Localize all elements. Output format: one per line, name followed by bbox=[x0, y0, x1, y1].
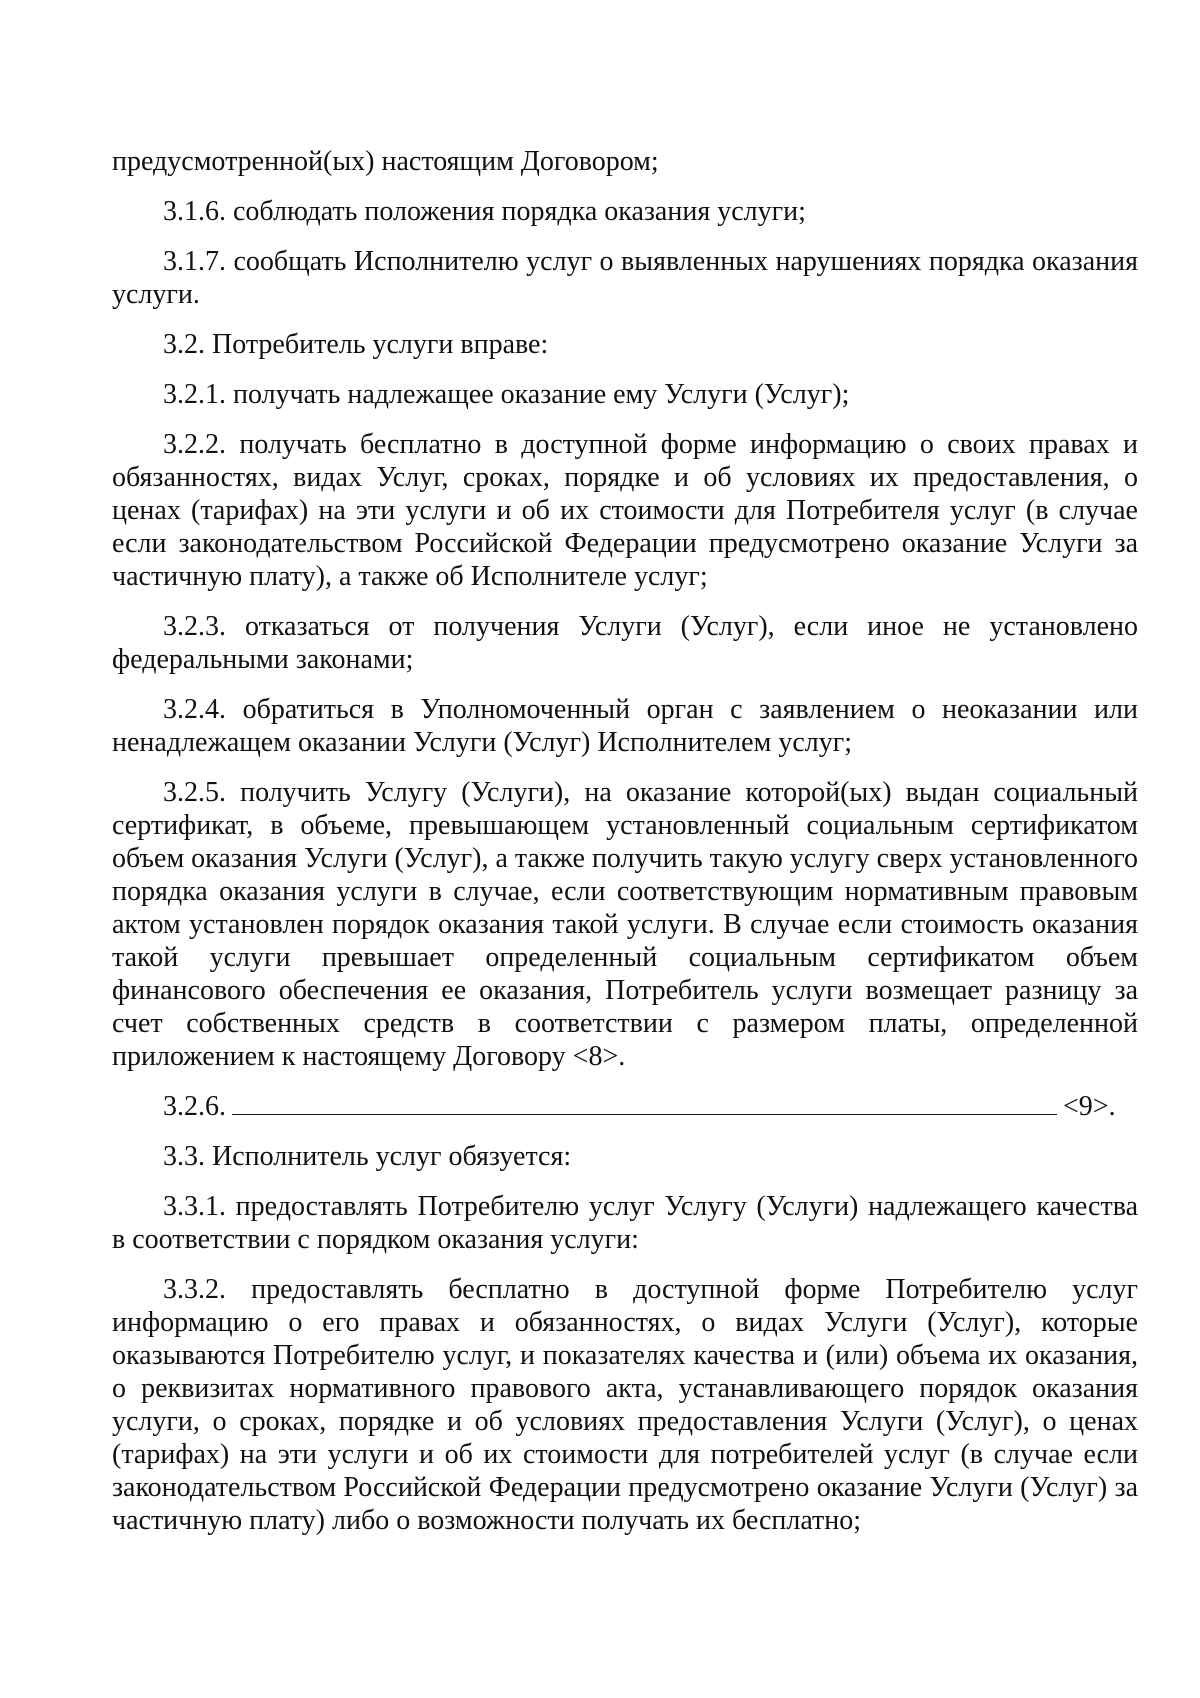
clause-3-3: 3.3. Исполнитель услуг обязуется: bbox=[163, 1141, 572, 1172]
clause-3-3-2: 3.3.2. предоставлять бесплатно в доступной форме Потребителю услуг информацию о его правах и обязанностях, о видах Услуги (Услуг), которые оказываются Потребителю услуг, и показателях качества и (или) объема их оказания, о реквизитах нормативного правового акта, устанавливающего порядок оказания услуги, о сроках, порядке и об условиях предоставления Услуги (Услуг), о ценах (тарифах) на эти услуги и об их стоимости для потребителей услуг (в случае если законодательством Российской Федерации предусмотрено оказание Услуги (Услуг) за частичную плату) либо о возможности получать их бесплатно; bbox=[112, 1274, 1138, 1536]
footnote-ref-9: <9>. bbox=[1063, 1091, 1116, 1122]
clause-3-2-4: 3.2.4. обратиться в Уполномоченный орган с заявлением о неоказании или ненадлежащем оказании Услуги (Услуг) Исполнителем услуг; bbox=[112, 694, 1138, 758]
clause-3-1-7: 3.1.7. сообщать Исполнителю услуг о выявленных нарушениях порядка оказания услуги. bbox=[112, 246, 1138, 310]
document-body bbox=[112, 145, 1138, 1554]
clause-3-2-5: 3.2.5. получить Услугу (Услуги), на оказание которой(ых) выдан социальный сертификат, в объеме, превышающем установленный социальным сертификатом объем оказания Услуги (Услуг), а также получить такую услугу сверх установленного порядка оказания услуги в случае, если соответствующим нормативным правовым актом установлен порядок оказания такой услуги. В случае если стоимость оказания такой услуги превышает определенный социальным сертификатом объем финансового обеспечения ее оказания, Потребитель услуги возмещает разницу за счет собственных средств в соответствии с размером платы, определенной приложением к настоящему Договору <8>. bbox=[112, 777, 1138, 1072]
clause-3-2-2: 3.2.2. получать бесплатно в доступной форме информацию о своих правах и обязанностях, видах Услуг, сроках, порядке и об условиях их предоставления, о ценах (тарифах) на эти услуги и об их стоимости для Потребителя услуг (в случае если законодательством Российской Федерации предусмотрено оказание Услуги за частичную плату), а также об Исполнителе услуг; bbox=[112, 429, 1138, 592]
clause-3-2-6 bbox=[112, 1090, 1138, 1123]
clause-3-2-1: 3.2.1. получать надлежащее оказание ему Услуги (Услуг); bbox=[163, 379, 850, 410]
clause-3-1-6: 3.1.6. соблюдать положения порядка оказания услуги; bbox=[163, 196, 806, 227]
fill-in-blank-line bbox=[232, 1092, 1057, 1115]
clause-3-2-6-number: 3.2.6. bbox=[163, 1091, 226, 1122]
paragraph-continuation: предусмотренной(ых) настоящим Договором; bbox=[112, 146, 659, 177]
clause-3-3-1: 3.3.1. предоставлять Потребителю услуг Услугу (Услуги) надлежащего качества в соответствии с порядком оказания услуги: bbox=[112, 1191, 1138, 1255]
clause-3-2-3: 3.2.3. отказаться от получения Услуги (Услуг), если иное не установлено федеральными законами; bbox=[112, 611, 1138, 675]
clause-3-2: 3.2. Потребитель услуги вправе: bbox=[163, 329, 549, 360]
